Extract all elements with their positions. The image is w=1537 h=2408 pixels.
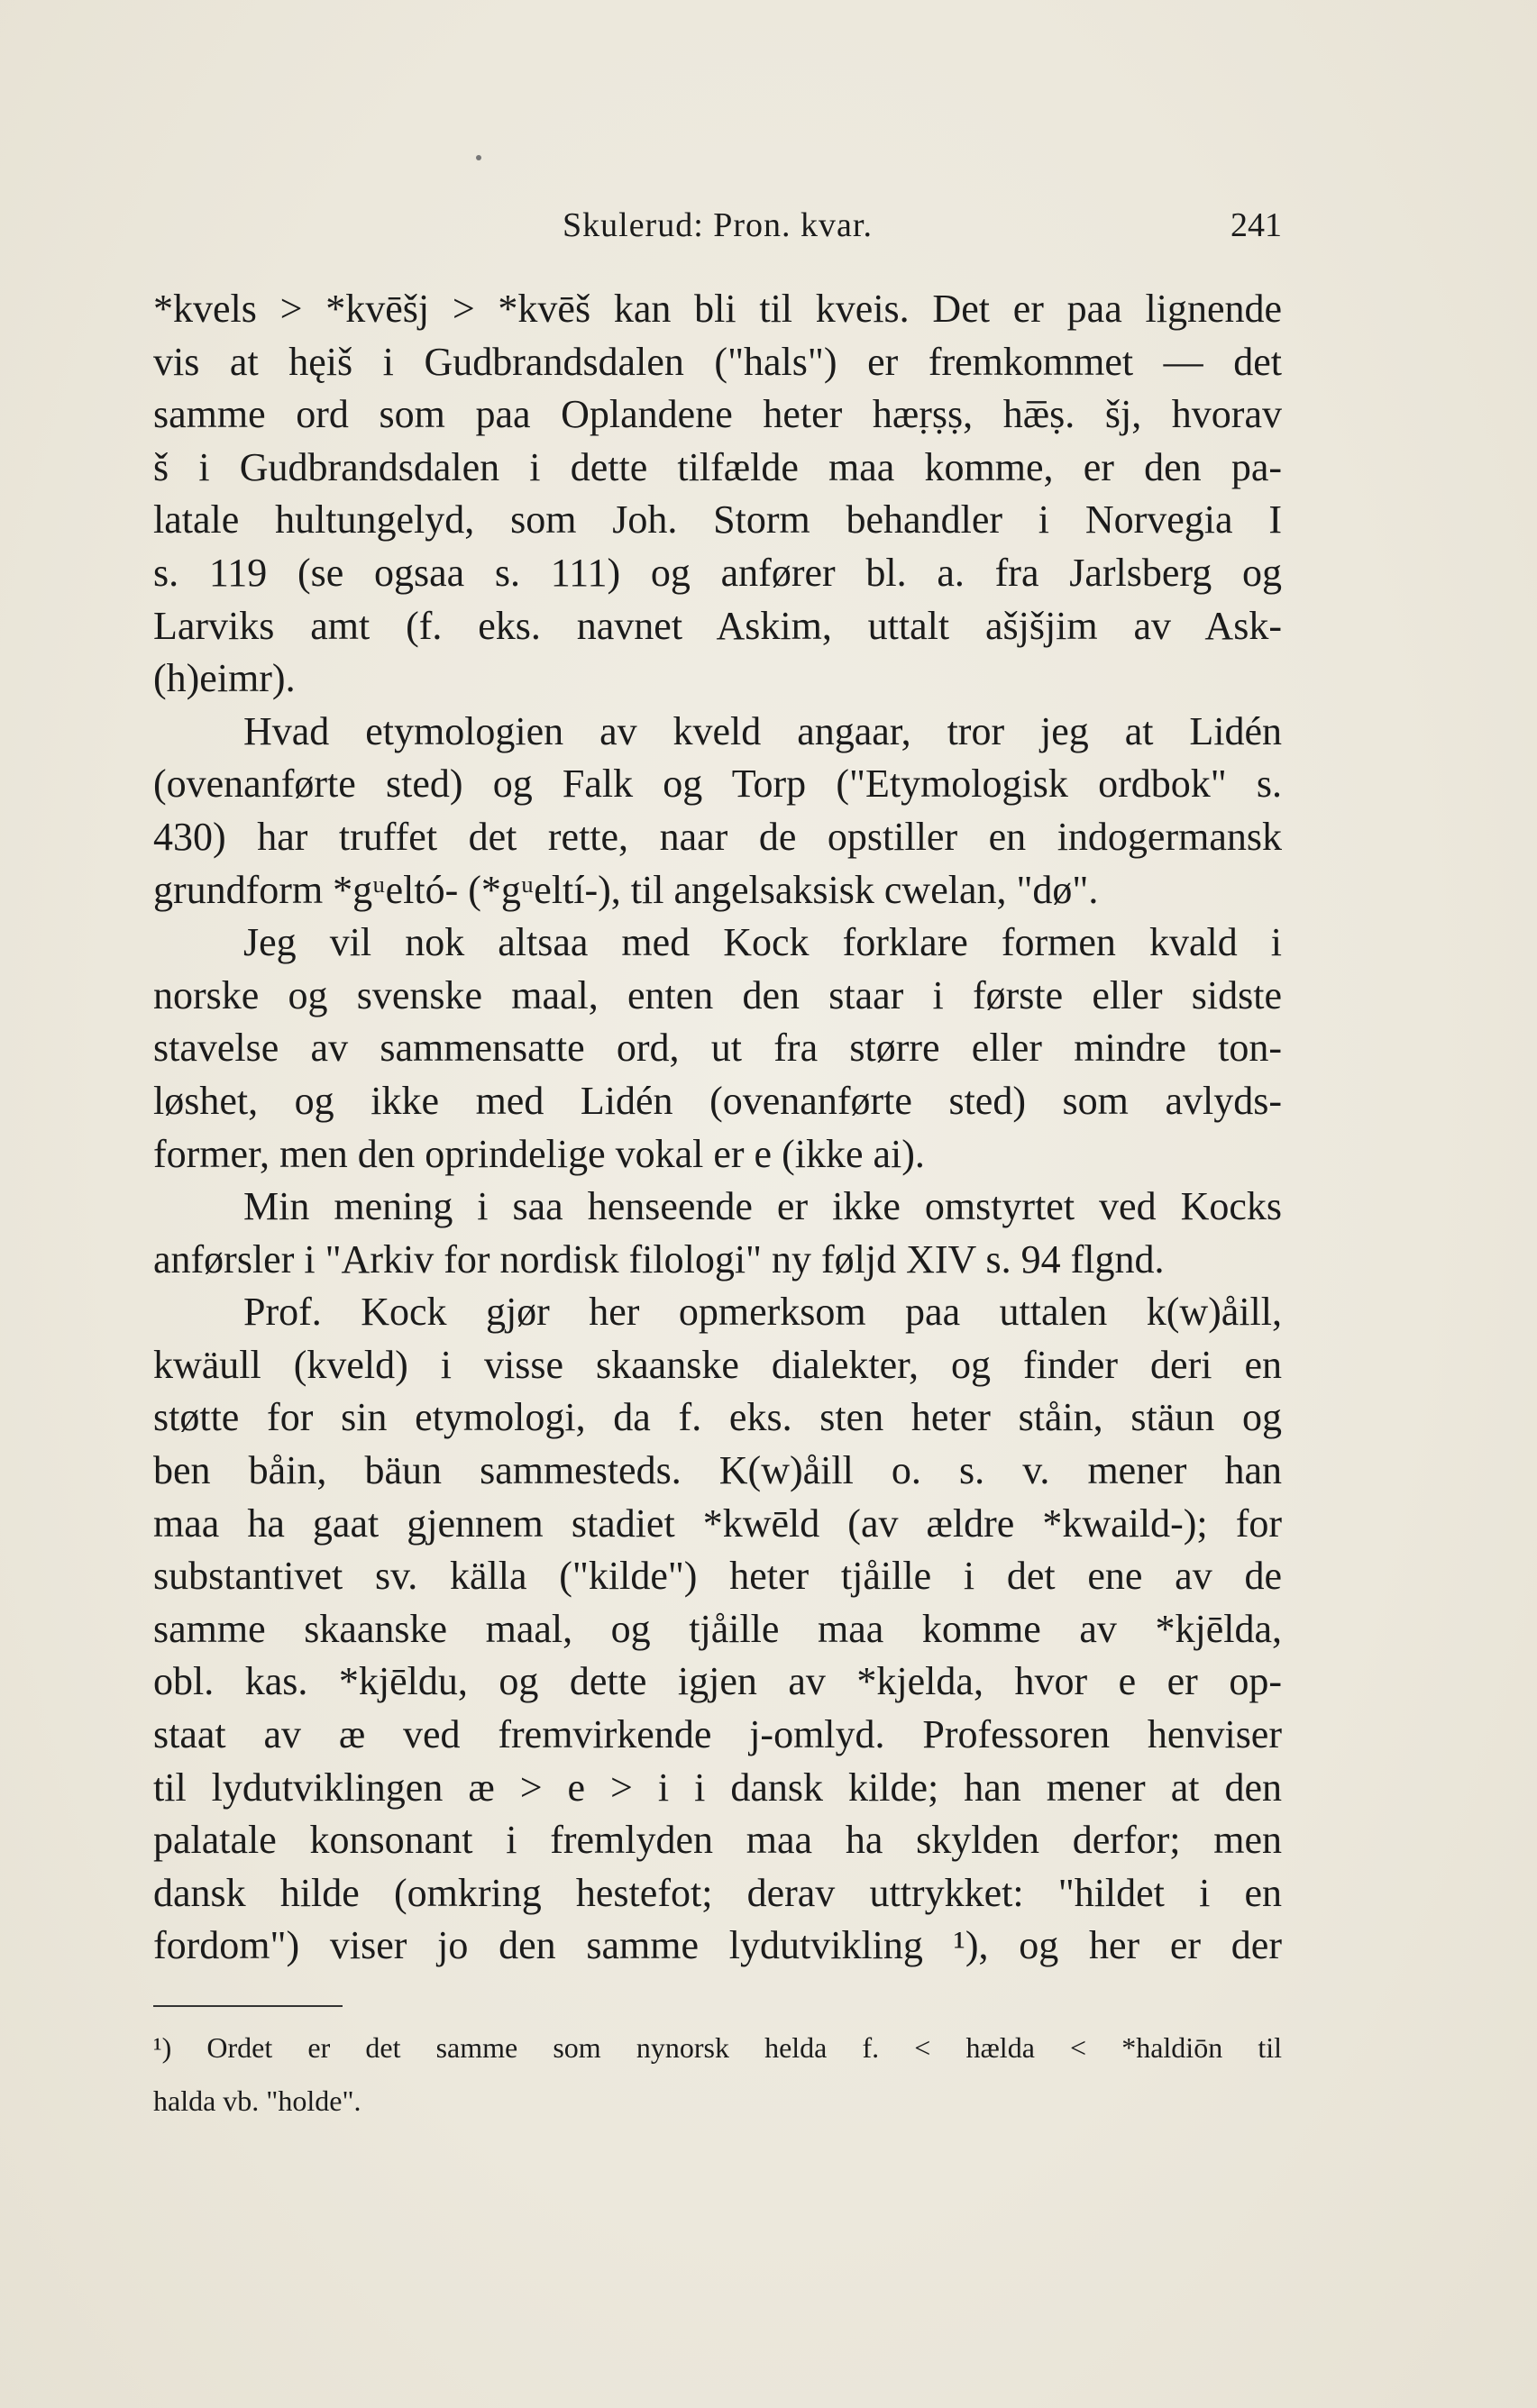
- text-line: *kvels > *kvēšj > *kvēš kan bli til kveis. Det er paa lignende: [153, 287, 1282, 331]
- text-line: Larviks amt (f. eks. navnet Askim, uttalt ašjšjim av Ask-: [153, 603, 1282, 648]
- text-line: š i Gudbrandsdalen i dette tilfælde maa komme, er den pa-: [153, 444, 1282, 489]
- text-line: fordom") viser jo den samme lydutvikling ¹), og her er der: [153, 1923, 1282, 1968]
- page-number: 241: [1231, 206, 1282, 244]
- running-header: [153, 205, 1282, 256]
- text-line: Prof. Kock gjør her opmerksom paa uttalen k(w)åill,: [243, 1290, 1282, 1335]
- text-line: staat av æ ved fremvirkende j-omlyd. Professoren henviser: [153, 1712, 1282, 1757]
- text-line: obl. kas. *kjēldu, og dette igjen av *kjelda, hvor e er op-: [153, 1659, 1282, 1704]
- text-line: til lydutviklingen æ > e > i i dansk kilde; han mener at den: [153, 1765, 1282, 1810]
- footnote: [153, 2026, 1282, 2131]
- text-line: former, men den oprindelige vokal er e (ikke ai).: [153, 1131, 925, 1176]
- running-title: Skulerud: Pron. kvar.: [563, 206, 873, 244]
- text-line: substantivet sv. källa ("kilde") heter tjåille i det ene av de: [153, 1554, 1282, 1599]
- text-line: (ovenanførte sted) og Falk og Torp ("Etymologisk ordbok" s.: [153, 762, 1282, 807]
- text-line: samme ord som paa Oplandene heter hæṛṣṣ, hæ̅ṣ. šj, hvorav: [153, 392, 1282, 437]
- text-line: vis at hęiš i Gudbrandsdalen ("hals") er fremkommet — det: [153, 339, 1282, 384]
- footnote-line: halda vb. "holde".: [153, 2084, 361, 2117]
- text-line: Min mening i saa henseende er ikke omstyrtet ved Kocks: [243, 1184, 1282, 1229]
- text-line: Jeg vil nok altsaa med Kock forklare formen kvald i: [243, 920, 1282, 965]
- text-line: kwäull (kveld) i visse skaanske dialekter, og finder deri en: [153, 1342, 1282, 1387]
- text-line: norske og svenske maal, enten den staar i første eller sidste: [153, 972, 1282, 1017]
- text-line: anførsler i "Arkiv for nordisk filologi" ny føljd XIV s. 94 flgnd.: [153, 1236, 1165, 1282]
- body-text: [153, 283, 1282, 1973]
- text-line: latale hultungelyd, som Joh. Storm behandler i Norvegia I: [153, 497, 1282, 543]
- text-line: maa ha gaat gjennem stadiet *kwēld (av ældre *kwaild-); for: [153, 1500, 1282, 1546]
- text-line: støtte for sin etymologi, da f. eks. sten heter ståin, stäun og: [153, 1395, 1282, 1440]
- text-line: 430) har truffet det rette, naar de opstiller en indogermansk: [153, 814, 1282, 859]
- text-line: s. 119 (se ogsaa s. 111) og anfører bl. a. fra Jarlsberg og: [153, 550, 1282, 595]
- footnote-rule: [153, 2005, 343, 2007]
- footnote-line: ¹) Ordet er det samme som nynorsk helda f. < hælda < *haldiōn til: [153, 2031, 1282, 2064]
- text-line: ben båin, bäun sammesteds. K(w)åill o. s. v. mener han: [153, 1448, 1282, 1493]
- ink-speck: [476, 155, 481, 160]
- text-line: grundform *gᵘeltó- (*gᵘeltí-), til angelsaksisk cwelan, "dø".: [153, 867, 1099, 912]
- text-line: samme skaanske maal, og tjåille maa komme av *kjēlda,: [153, 1606, 1282, 1651]
- text-line: stavelse av sammensatte ord, ut fra større eller mindre ton-: [153, 1026, 1282, 1071]
- text-line: dansk hilde (omkring hestefot; derav uttrykket: "hildet i en: [153, 1870, 1282, 1915]
- text-line: Hvad etymologien av kveld angaar, tror jeg at Lidén: [243, 708, 1282, 753]
- text-line: løshet, og ikke med Lidén (ovenanførte sted) som avlyds-: [153, 1078, 1282, 1123]
- text-line: (h)eimr).: [153, 656, 296, 701]
- text-line: palatale konsonant i fremlyden maa ha skylden derfor; men: [153, 1818, 1282, 1863]
